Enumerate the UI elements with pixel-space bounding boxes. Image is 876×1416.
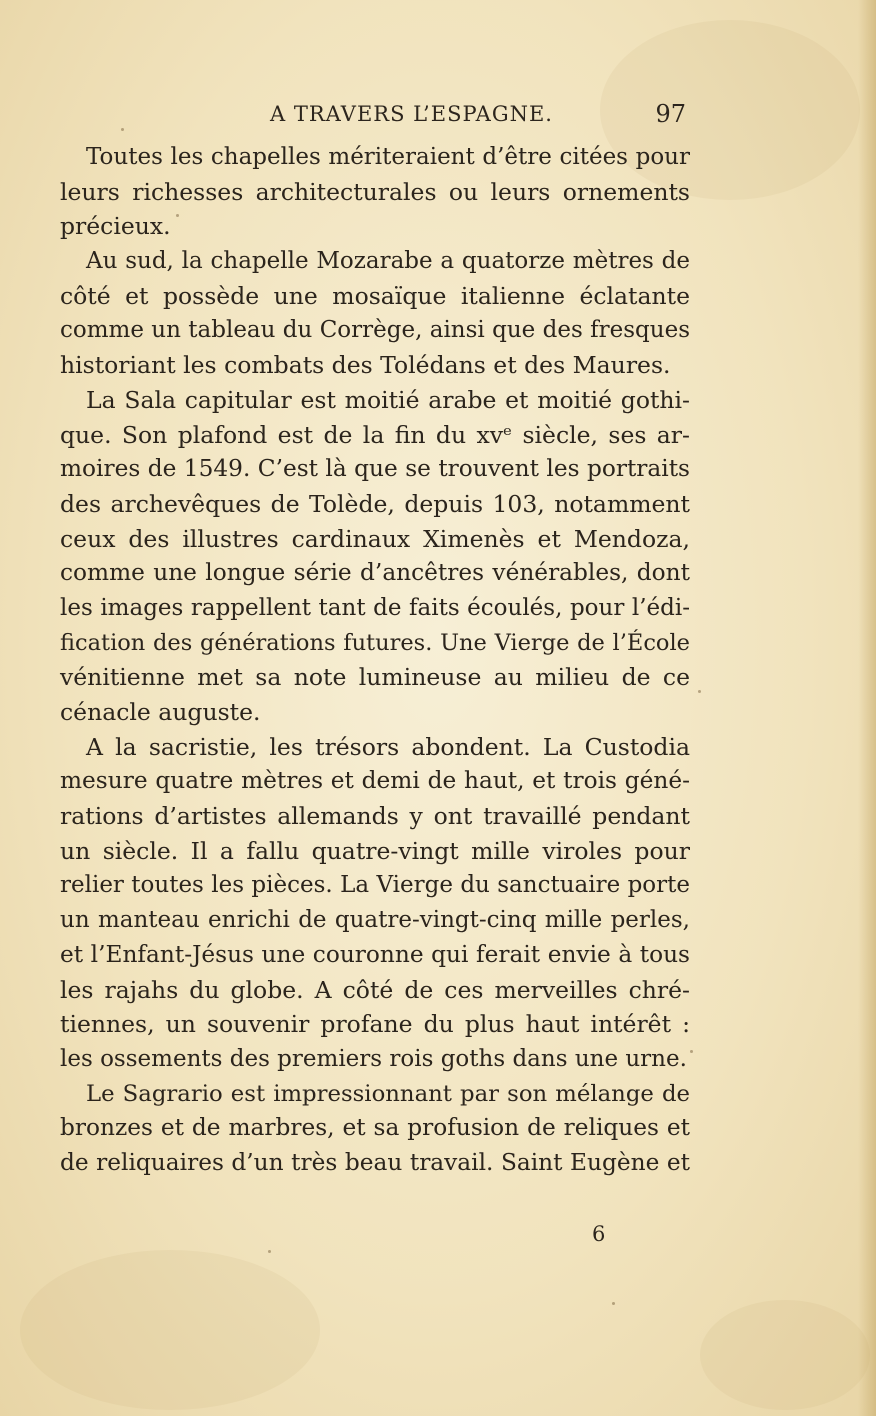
text-line: les ossements des premiers rois goths dans une urne. — [60, 1045, 687, 1072]
text-line: les images rappellent tant de faits écoulés, pour l’édi- — [60, 594, 690, 621]
text-line: bronzes et de marbres, et sa profusion de reliques et — [60, 1114, 690, 1142]
text-line: comme un tableau du Corrège, ainsi que des fresques — [60, 317, 690, 344]
page-number: 97 — [655, 100, 686, 128]
text-line: cénacle auguste. — [60, 698, 261, 726]
text-line: A la sacristie, les trésors abondent. La Custodia — [86, 732, 690, 761]
text-line: relier toutes les pièces. La Vierge du sanctuaire porte — [60, 872, 690, 899]
text-line: leurs richesses architecturales ou leurs ornements — [60, 177, 690, 206]
text-line: rations d’artistes allemands y ont travaillé pendant — [60, 802, 690, 831]
text-line: de reliquaires d’un très beau travail. Saint Eugène et — [60, 1148, 690, 1176]
page-edge-shadow — [858, 0, 876, 1416]
page-header — [270, 96, 690, 130]
text-line: et l’Enfant-Jésus une couronne qui ferait envie à tous — [60, 940, 690, 968]
text-line: les rajahs du globe. A côté de ces merveilles chré- — [60, 975, 690, 1004]
text-line: historiant les combats des Tolédans et des Maures. — [60, 351, 671, 380]
paper-fleck — [268, 1250, 271, 1253]
text-line: comme une longue série d’ancêtres vénérables, dont — [60, 559, 690, 587]
paper-stain — [700, 1300, 870, 1410]
text-line: des archevêques de Tolède, depuis 103, notamment — [60, 489, 690, 518]
text-line: que. Son plafond est de la fin du xvᵉ siècle, ses ar- — [60, 420, 690, 449]
text-line: Le Sagrario est impressionnant par son mélange de — [86, 1080, 690, 1107]
paper-fleck — [698, 690, 701, 693]
paper-stain — [20, 1250, 320, 1410]
text-line: moires de 1549. C’est là que se trouvent les portraits — [60, 455, 690, 483]
body-text — [60, 140, 690, 1181]
paper-fleck — [612, 1302, 615, 1305]
text-line: La Sala capitular est moitié arabe et moitié gothi- — [86, 385, 690, 414]
text-line: vénitienne met sa note lumineuse au milieu de ce — [60, 663, 690, 692]
text-line: mesure quatre mètres et demi de haut, et trois géné- — [60, 767, 690, 795]
paper-fleck — [121, 128, 124, 131]
running-head: A TRAVERS L’ESPAGNE. — [270, 102, 553, 126]
paper-fleck — [690, 1050, 693, 1053]
text-line: côté et possède une mosaïque italienne éclatante — [60, 281, 690, 310]
text-line: précieux. — [60, 212, 171, 241]
text-line: Au sud, la chapelle Mozarabe a quatorze mètres de — [86, 248, 690, 275]
text-line: un siècle. Il a fallu quatre-vingt mille viroles pour — [60, 836, 690, 865]
text-line: un manteau enrichi de quatre-vingt-cinq mille perles, — [60, 907, 690, 934]
signature-mark: 6 — [592, 1222, 606, 1246]
text-line: tiennes, un souvenir profane du plus haut intérêt : — [60, 1010, 690, 1039]
text-line: Toutes les chapelles mériteraient d’être citées pour — [86, 144, 690, 170]
text-line: ceux des illustres cardinaux Ximenès et Mendoza, — [60, 524, 690, 553]
text-line: fication des générations futures. Une Vierge de l’École — [60, 629, 690, 656]
